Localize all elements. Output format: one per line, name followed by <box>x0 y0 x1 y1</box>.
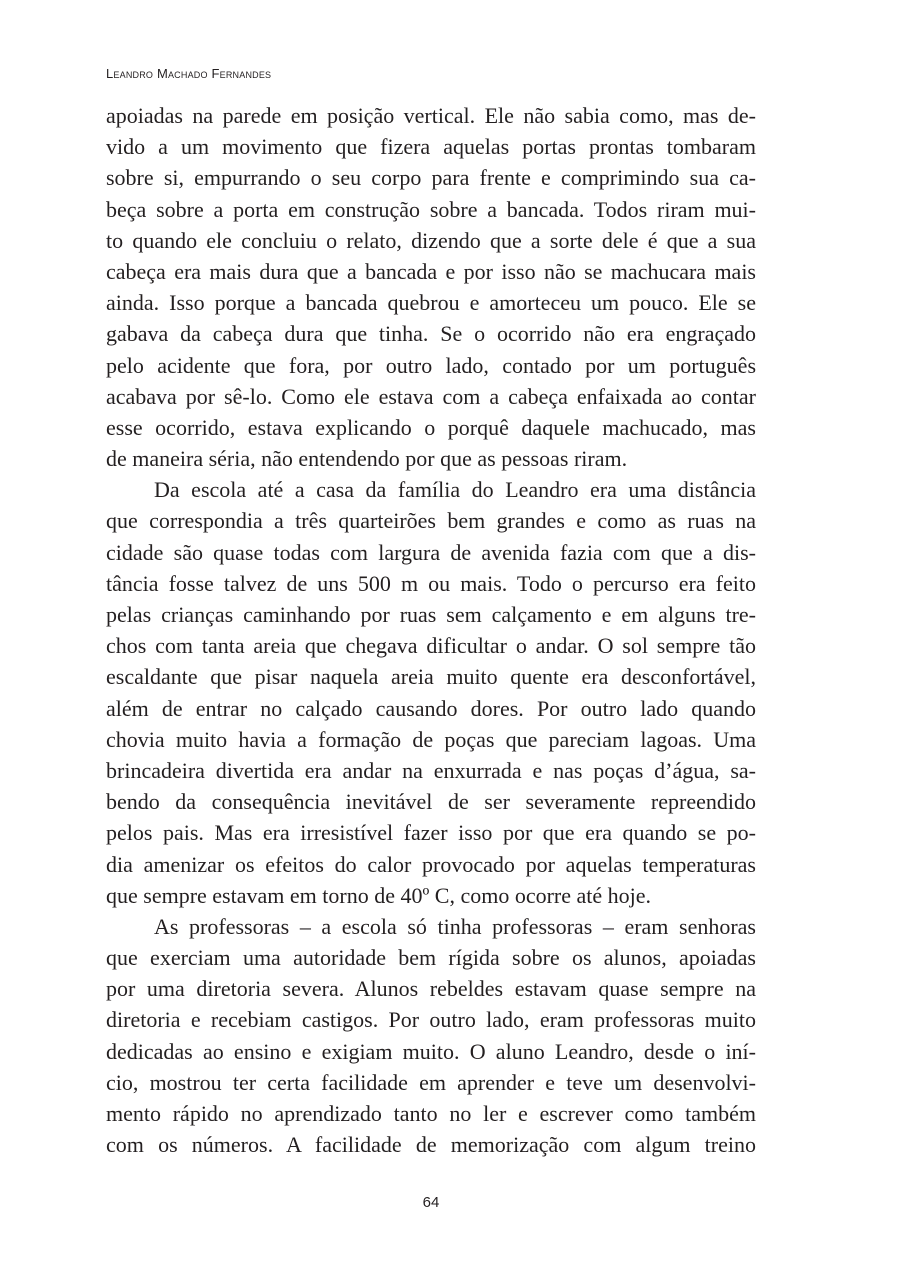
body-text <box>106 100 756 1160</box>
text-line: pelos pais. Mas era irresistível fazer isso por que era quando se po- <box>106 820 756 846</box>
text-line: que exerciam uma autoridade bem rígida sobre os alunos, apoiadas <box>106 945 756 971</box>
text-line: acabava por sê-lo. Como ele estava com a cabeça enfaixada ao contar <box>106 383 756 409</box>
paragraph <box>106 911 756 1161</box>
text-line: cidade são quase todas com largura de avenida fazia com que a dis- <box>106 539 756 565</box>
text-line: to quando ele concluiu o relato, dizendo que a sorte dele é que a sua <box>106 227 756 253</box>
text-line: dia amenizar os efeitos do calor provocado por aquelas temperaturas <box>106 851 756 877</box>
text-line: esse ocorrido, estava explicando o porquê daquele machucado, mas <box>106 414 756 440</box>
paragraph <box>106 100 756 474</box>
text-line: vido a um movimento que fizera aquelas portas prontas tombaram <box>106 134 756 160</box>
text-line: dedicadas ao ensino e exigiam muito. O aluno Leandro, desde o iní- <box>106 1038 756 1064</box>
text-line: além de entrar no calçado causando dores. Por outro lado quando <box>106 695 756 721</box>
text-line: Da escola até a casa da família do Leandro era uma distância <box>154 477 756 503</box>
paragraph <box>106 474 756 911</box>
text-line: que correspondia a três quarteirões bem grandes e como as ruas na <box>106 508 756 534</box>
text-line: pelo acidente que fora, por outro lado, contado por um português <box>106 352 756 378</box>
running-header-author: Leandro Machado Fernandes <box>106 66 272 81</box>
text-line: diretoria e recebiam castigos. Por outro lado, eram professoras muito <box>106 1007 756 1033</box>
text-line: gabava da cabeça dura que tinha. Se o ocorrido não era engraçado <box>106 321 756 347</box>
text-line: de maneira séria, não entendendo por que as pessoas riram. <box>106 446 628 472</box>
text-line: ainda. Isso porque a bancada quebrou e amorteceu um pouco. Ele se <box>106 290 756 316</box>
text-line: chovia muito havia a formação de poças que pareciam lagoas. Uma <box>106 726 756 752</box>
text-line: mento rápido no aprendizado tanto no ler e escrever como também <box>106 1101 756 1126</box>
text-line: beça sobre a porta em construção sobre a bancada. Todos riram mui- <box>106 196 756 222</box>
text-line: chos com tanta areia que chegava dificultar o andar. O sol sempre tão <box>106 633 756 659</box>
text-line: por uma diretoria severa. Alunos rebeldes estavam quase sempre na <box>106 976 756 1002</box>
text-line: escaldante que pisar naquela areia muito quente era desconfortável, <box>106 664 756 690</box>
page-number: 64 <box>422 1194 440 1211</box>
text-line: cabeça era mais dura que a bancada e por isso não se machucara mais <box>106 258 756 284</box>
text-line: pelas crianças caminhando por ruas sem calçamento e em alguns tre- <box>106 602 756 627</box>
text-line: sobre si, empurrando o seu corpo para frente e comprimindo sua ca- <box>106 165 756 191</box>
text-line: brincadeira divertida era andar na enxurrada e nas poças d’água, sa- <box>106 757 756 783</box>
text-line: apoiadas na parede em posição vertical. Ele não sabia como, mas de- <box>106 103 756 128</box>
text-line: que sempre estavam em torno de 40º C, como ocorre até hoje. <box>106 882 652 908</box>
text-line: com os números. A facilidade de memorização com algum treino <box>106 1132 756 1158</box>
text-line: cio, mostrou ter certa facilidade em aprender e teve um desenvolvi- <box>106 1069 756 1095</box>
text-line: As professoras – a escola só tinha professoras – eram senhoras <box>154 913 756 939</box>
text-line: bendo da consequência inevitável de ser severamente repreendido <box>106 789 756 815</box>
text-line: tância fosse talvez de uns 500 m ou mais. Todo o percurso era feito <box>106 570 756 596</box>
